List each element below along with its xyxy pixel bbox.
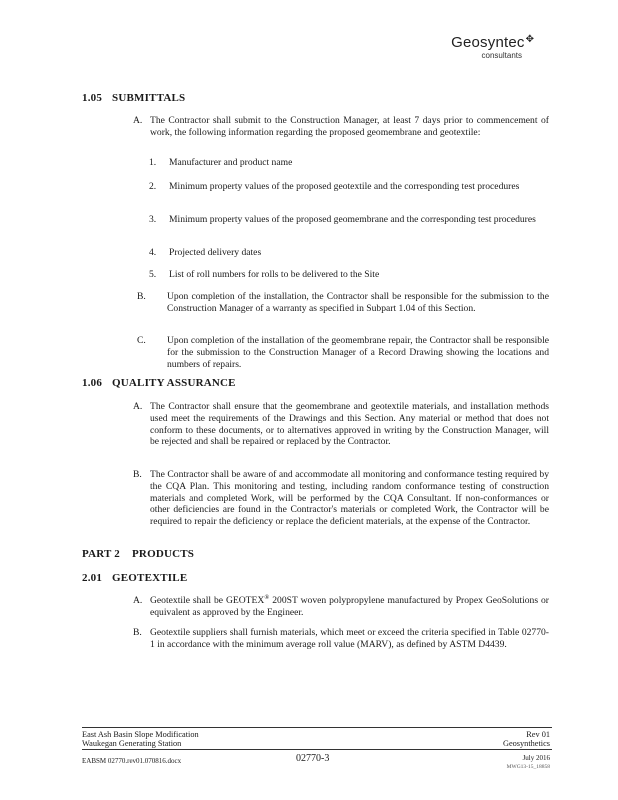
footer-station: Waukegan Generating Station <box>82 739 182 748</box>
item-label: B. <box>133 627 142 638</box>
footer-divider <box>82 749 552 750</box>
item-text: Geotextile suppliers shall furnish materials, which meet or exceed the criteria specified in Table 02770-1 in accordance with the minimum average roll value (MARV), as defined by ASTM D4439. <box>150 627 549 650</box>
item-text: The Contractor shall submit to the Construction Manager, at least 7 days prior to commencement of work, the following information regarding the proposed geomembrane and geotextile: <box>150 115 549 138</box>
item-label: B. <box>137 291 146 302</box>
item-label: C. <box>137 335 146 346</box>
subitem-text: Projected delivery dates <box>169 247 262 258</box>
subitem-text: List of roll numbers for rolls to be delivered to the Site <box>169 269 380 280</box>
footer-revision: Rev 01 <box>526 730 550 739</box>
subitem-label: 2. <box>149 181 157 192</box>
subitem-label: 3. <box>149 214 157 225</box>
section-title: GEOTEXTILE <box>112 572 188 584</box>
section-heading-2-01 <box>82 572 187 584</box>
subitem-text: Minimum property values of the proposed geotextile and the corresponding test procedures <box>169 181 520 192</box>
logo-mark-icon: ✥ <box>525 34 534 45</box>
footer-divider <box>82 727 552 728</box>
section-heading-1-05 <box>82 92 185 104</box>
footer-project: East Ash Basin Slope Modification <box>82 730 199 739</box>
footer-filename: EABSM 02770.rev01.070816.docx <box>82 757 182 765</box>
section-title: SUBMITTALS <box>112 92 186 104</box>
item-text: Upon completion of the installation, the Contractor shall be responsible for the submission to the Construction Manager of a warranty as specified in Subpart 1.04 of this Section. <box>167 291 549 314</box>
item-label: A. <box>133 595 143 606</box>
subitem-label: 4. <box>149 247 157 258</box>
subitem-label: 1. <box>149 157 157 168</box>
part-title: PRODUCTS <box>132 548 195 560</box>
part-number: PART 2 <box>82 548 120 560</box>
subitem-label: 5. <box>149 269 157 280</box>
item-text: Upon completion of the installation of the geomembrane repair, the Contractor shall be responsible for the submission to the Construction Manager of a Record Drawing showing the locations and numbers of repairs. <box>167 335 549 370</box>
logo-name: Geosyntec <box>451 34 525 51</box>
section-number: 1.06 <box>82 377 103 389</box>
logo-subtitle: consultants <box>481 51 522 60</box>
item-text: The Contractor shall ensure that the geomembrane and geotextile materials, and installation methods used meet the requirements of the Drawings and this Section. Any material or method that does not conform to these documents, or to alternatives approved in writing by the Construction Manager, will be rejected and shall be repaired or replaced by the Contractor. <box>150 401 549 448</box>
item-text-before: Geotextile shall be GEOTEX <box>150 595 265 606</box>
section-heading-1-06 <box>82 377 236 389</box>
subitem-text: Minimum property values of the proposed geomembrane and the corresponding test procedures <box>169 214 536 225</box>
company-logo <box>451 34 534 60</box>
section-number: 1.05 <box>82 92 103 104</box>
footer-date: July 2016 <box>522 754 550 762</box>
footer-page-number: 02770-3 <box>296 753 330 764</box>
item-label: B. <box>133 469 142 480</box>
footer-bates-stamp: MWG13-15_18858 <box>506 764 550 770</box>
item-label: A. <box>133 401 143 412</box>
section-number: 2.01 <box>82 572 103 584</box>
footer-section-name: Geosynthetics <box>502 739 550 748</box>
item-label: A. <box>133 115 143 126</box>
section-title: QUALITY ASSURANCE <box>112 377 236 389</box>
item-text: The Contractor shall be aware of and accommodate all monitoring and conformance testing required by the CQA Plan. This monitoring and testing, including random conformance testing of construction materials and completed Work, will be performed by the CQA Consultant. If non-conformances or other deficiencies are found in the Contractor's materials or completed Work, the Contractor will be required to repair the deficiency or replace the deficient materials, at the expense of the Contractor. <box>150 469 549 528</box>
item-text <box>150 595 549 619</box>
part-heading <box>82 548 194 560</box>
subitem-text: Manufacturer and product name <box>169 157 293 168</box>
registered-mark: ® <box>264 593 270 601</box>
item-text-after: 200ST woven polypropylene manufactured by Propex GeoSolutions or equivalent as approved by the Engineer. <box>150 595 549 618</box>
